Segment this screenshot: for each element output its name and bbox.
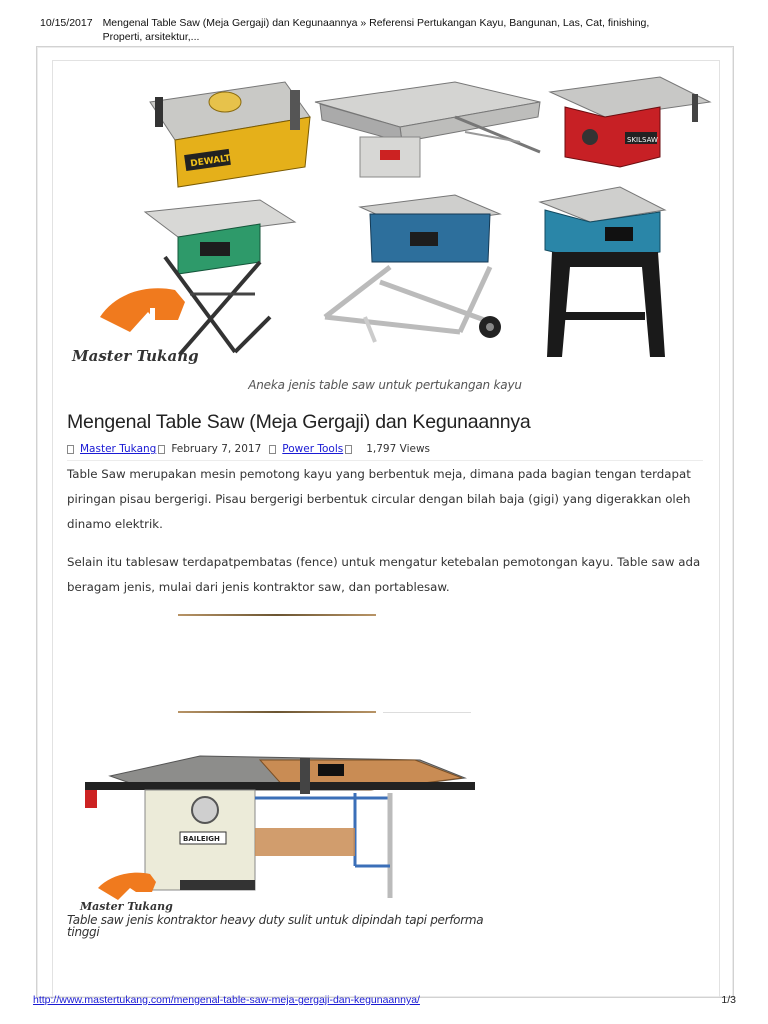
article-meta xyxy=(67,443,430,455)
svg-text:DEWALT: DEWALT xyxy=(189,153,232,170)
divider-line-2 xyxy=(178,711,376,713)
table-saws-collage-image xyxy=(60,62,710,372)
category-link[interactable]: Power Tools xyxy=(282,443,344,455)
folder-icon xyxy=(269,445,276,454)
figure1-caption: Aneka jenis table saw untuk pertukangan kayu xyxy=(248,378,522,392)
dewalt-saw-illustration xyxy=(150,82,310,187)
blue-saw-wheeled-stand-illustration xyxy=(325,195,501,342)
green-saw-with-stand-illustration xyxy=(145,200,295,354)
footer-url-link[interactable]: http://www.mastertukang.com/mengenal-table-saw-meja-gergaji-dan-kegunaannya/ xyxy=(33,994,420,1006)
article-paragraph-1: Table Saw merupakan mesin pemotong kayu yang berbentuk meja, dimana pada bagian tengan terdapat piringan pisau bergerigi. Pisau bergerigi berbentuk circular dengan bilah baja (gigi) yang digerakkan oleh dinamo elektrik. xyxy=(67,467,691,531)
author-icon xyxy=(67,445,74,454)
print-header xyxy=(40,16,730,44)
post-date: February 7, 2017 xyxy=(171,443,262,455)
article-paragraph-2: Selain itu tablesaw terdapatpembatas (fence) untuk mengatur ketebalan pemotongan kayu. Table saw ada beragam jenis, mulai dari jenis kontraktor saw, dan portablesaw. xyxy=(67,555,701,594)
divider-line-1 xyxy=(178,614,376,616)
figure2-caption: Table saw jenis kontraktor heavy duty sulit untuk dipindah tapi performa tinggi xyxy=(67,913,484,939)
svg-text:Master Tukang: Master Tukang xyxy=(80,900,173,913)
svg-text:BAILEIGH: BAILEIGH xyxy=(183,835,220,843)
divider-line-3 xyxy=(383,712,471,713)
author-link[interactable]: Master Tukang xyxy=(80,443,157,455)
view-count: 1,797 Views xyxy=(366,443,431,455)
master-tukang-logo xyxy=(71,288,199,365)
page-number: 1/3 xyxy=(721,994,736,1006)
eye-icon xyxy=(345,445,352,454)
print-date: 10/15/2017 xyxy=(40,17,93,29)
svg-text:Master Tukang: Master Tukang xyxy=(72,347,199,365)
blue-saw-black-stand-illustration xyxy=(540,187,665,357)
calendar-icon xyxy=(158,445,165,454)
skilsaw-saw-illustration xyxy=(550,77,710,167)
jobsite-saw-illustration xyxy=(315,82,540,177)
print-page-title: Mengenal Table Saw (Meja Gergaji) dan Kegunaannya » Referensi Pertukangan Kayu, Bangunan, Las, Cat, finishing, Properti, arsitektur,... xyxy=(102,17,650,43)
meta-divider xyxy=(67,460,703,461)
cabinet-table-saw-image xyxy=(70,738,490,916)
svg-text:SKILSAW: SKILSAW xyxy=(627,136,658,144)
article-title: Mengenal Table Saw (Meja Gergaji) dan Kegunaannya xyxy=(67,411,531,433)
